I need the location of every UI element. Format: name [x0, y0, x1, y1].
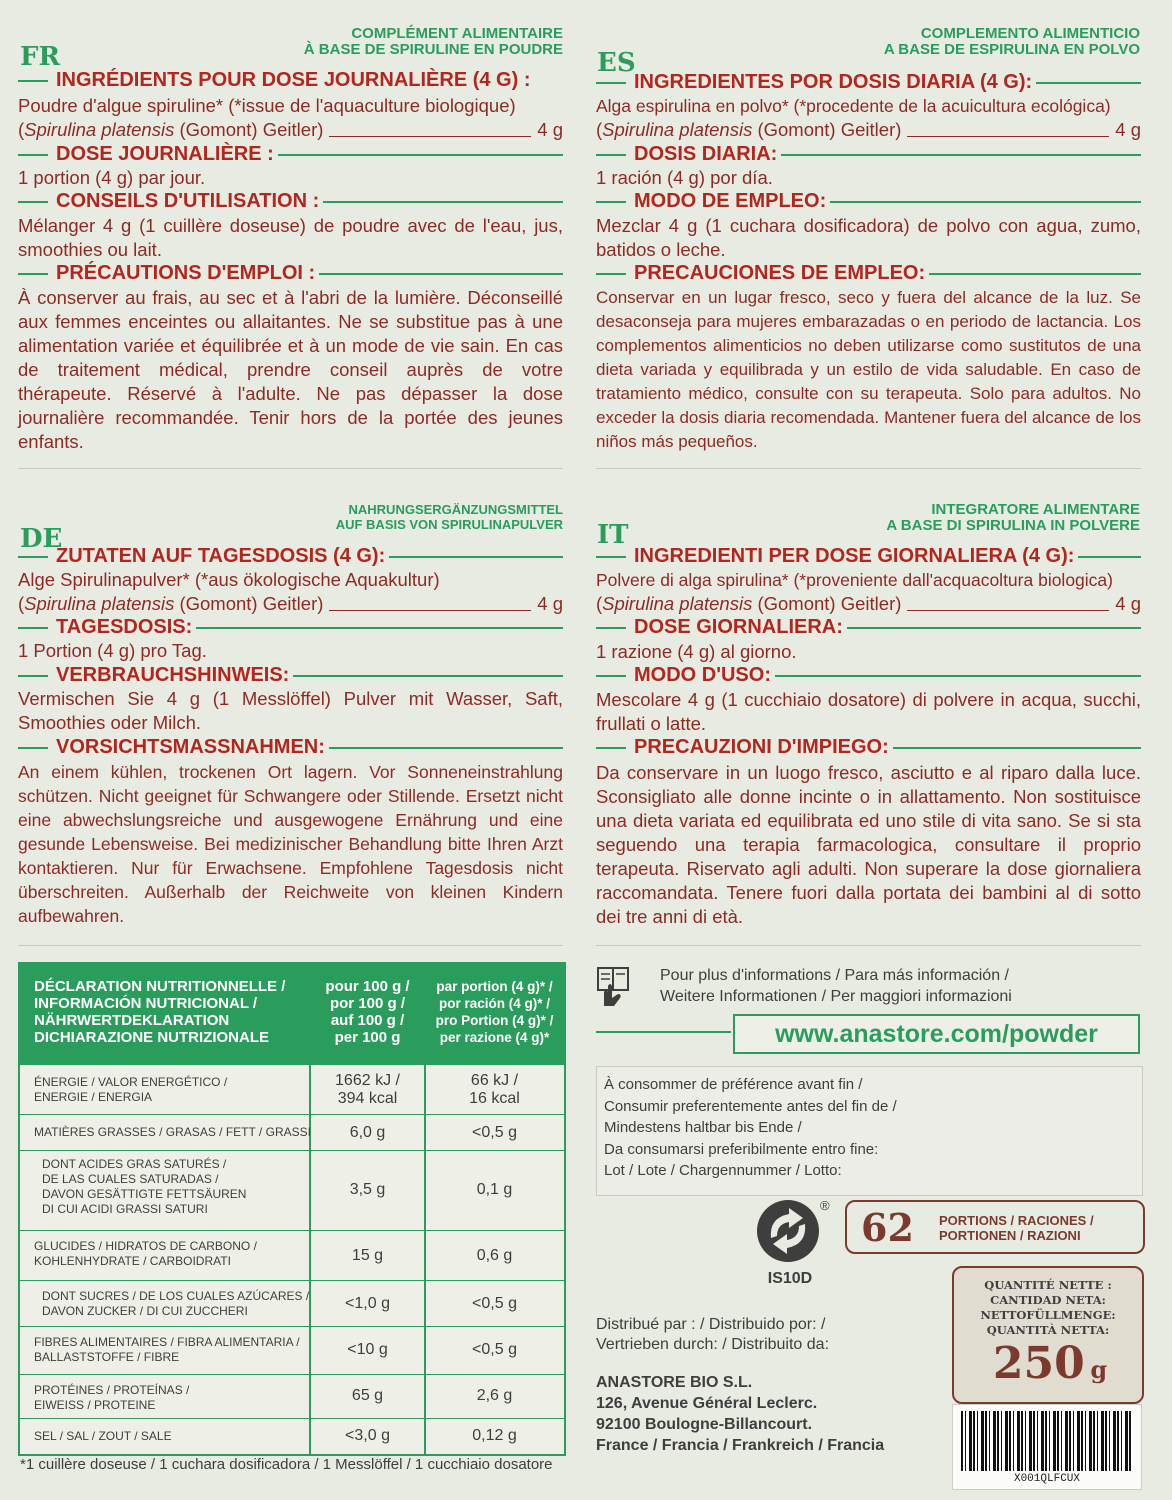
- distributor-label-line: Distribué par : / Distribuido por: /: [596, 1316, 826, 1333]
- nutrition-value-per100: 1662 kJ /: [335, 1072, 400, 1089]
- nutrition-value-perportion: 0,6 g: [476, 1247, 513, 1264]
- nutrition-table: [18, 962, 566, 1456]
- nutrition-header-label-line: DICHIARAZIONE NUTRIZIONALE: [34, 1029, 269, 1046]
- fr-lang-code: FR: [20, 42, 61, 72]
- nutrition-value-perportion: 66 kJ /: [470, 1072, 519, 1089]
- it-ingredients-title: INGREDIENTI PER DOSE GIORNALIERA (4 G):: [634, 545, 1075, 567]
- nutrition-value-per100: 3,5 g: [349, 1181, 386, 1198]
- divider-es: [596, 468, 1141, 469]
- nutrition-header-perportion-line: por ración (4 g)* /: [438, 996, 550, 1011]
- it-ingredients-line: Polvere di alga spirulina* (*proveniente dall'acquacoltura biologica): [596, 570, 1113, 590]
- nutrition-header-perportion-line: par portion (4 g)* /: [436, 979, 553, 994]
- portions-box: [845, 1200, 1145, 1254]
- fr-dose-text: 1 portion (4 g) par jour.: [18, 167, 206, 188]
- distributor-city: 92100 Boulogne-Billancourt.: [596, 1416, 813, 1433]
- nutrition-row-label: BALLASTSTOFFE / FIBRE: [34, 1350, 180, 1364]
- fr-precautions-title: PRÉCAUTIONS D'EMPLOI :: [56, 262, 316, 284]
- distributor-address: [596, 1372, 946, 1456]
- it-product-type: [780, 502, 1140, 534]
- more-info-line1: Pour plus d'informations / Para más información /: [660, 967, 1009, 984]
- es-ingredients-title: INGREDIENTES POR DOSIS DIARIA (4 G):: [634, 71, 1033, 93]
- es-dose-text: 1 ración (4 g) por día.: [596, 167, 773, 188]
- recycle-code: IS10D: [767, 1270, 813, 1287]
- barcode-text: X001QLFCUX: [1013, 1473, 1080, 1485]
- fr-product-type: [250, 26, 563, 58]
- fr-dose-heading: [18, 143, 563, 166]
- nutrition-value-perportion: <0,5 g: [472, 1124, 517, 1141]
- portions-label: [939, 1213, 1094, 1243]
- best-before-line: Da consumarsi preferibilmente entro fine:: [604, 1140, 879, 1158]
- it-usage-title: MODO D'USO:: [634, 664, 771, 686]
- distributor-country: France / Francia / Frankreich / Francia: [596, 1437, 885, 1454]
- de-precautions-heading: [18, 736, 563, 759]
- nutrition-row-label: DE LAS CUALES SATURADAS /: [42, 1172, 219, 1186]
- nutrition-value-perportion: 0,1 g: [476, 1181, 513, 1198]
- nutrition-row-saturates: [20, 1150, 564, 1231]
- es-precautions-title: PRECAUCIONES DE EMPLEO:: [634, 262, 926, 284]
- es-species-author: (Gomont) Geitler): [752, 119, 902, 140]
- nutrition-value-perportion: 0,12 g: [472, 1427, 517, 1444]
- fr-ingredient-quantity: 4 g: [537, 119, 563, 140]
- fr-usage-heading: [18, 190, 563, 213]
- barcode-sticker: [952, 1404, 1142, 1490]
- it-ingredients-heading: [596, 545, 1141, 568]
- nutrition-row-label: PROTÉINES / PROTEÍNAS /: [34, 1383, 190, 1397]
- distributor-label-line: Vertrieben durch: / Distribuito da:: [596, 1336, 830, 1353]
- net-quantity-box: [952, 1266, 1144, 1404]
- it-ingredient-quantity: 4 g: [1115, 593, 1141, 614]
- nutrition-row-label: DI CUI ACIDI GRASSI SATURI: [42, 1202, 208, 1216]
- it-dose-title: DOSE GIORNALIERA:: [634, 616, 843, 638]
- nutrition-value-perportion: <0,5 g: [472, 1341, 517, 1358]
- de-lang-code: DE: [20, 524, 63, 554]
- nutrition-table-header: [20, 964, 564, 1064]
- barcode-bars: [961, 1411, 1133, 1471]
- portions-count: 62: [861, 1205, 914, 1250]
- es-ingredients-line: Alga espirulina en polvo* (*procedente de la acuicultura ecológica): [596, 96, 1111, 116]
- divider-it: [596, 945, 1141, 946]
- es-ingredients-species: (Spirulina platensis (Gomont) Geitler) 4 g: [596, 119, 1141, 140]
- website-leader-line: [596, 1031, 731, 1033]
- fr-species-author: (Gomont) Geitler): [174, 119, 324, 140]
- nutrition-value-per100: <1,0 g: [345, 1295, 390, 1312]
- best-before-line: Mindestens haltbar bis Ende /: [604, 1119, 802, 1136]
- nutrition-header-per100-line: auf 100 g /: [330, 1012, 405, 1029]
- nutrition-value-per100: <10 g: [347, 1341, 388, 1358]
- website-link[interactable]: www.anastore.com/powder: [733, 1014, 1140, 1054]
- fr-ingredients-line: Poudre d'algue spiruline* (*issue de l'aquaculture biologique): [18, 95, 516, 116]
- es-precautions-heading: [596, 262, 1141, 285]
- es-ingredients-heading: [596, 71, 1141, 94]
- de-dose-title: TAGESDOSIS:: [56, 616, 193, 638]
- more-info-text: [660, 965, 1140, 1007]
- best-before-line: Consumir preferentemente antes del fin de /: [604, 1097, 897, 1115]
- de-header-line2: AUF BASIS VON SPIRULINAPULVER: [335, 517, 563, 532]
- nutrition-value-per100: 394 kcal: [337, 1090, 398, 1107]
- it-usage-heading: [596, 664, 1141, 687]
- info-leaflet-icon: [596, 964, 640, 1008]
- it-species-author: (Gomont) Geitler): [752, 593, 902, 614]
- fr-precautions-heading: [18, 262, 563, 285]
- net-quantity-label-line: CANTIDAD NETA:: [990, 1293, 1106, 1307]
- it-dose-heading: [596, 616, 1141, 639]
- nutrition-header-label: [34, 978, 304, 1046]
- it-header-line2: A BASE DI SPIRULINA IN POLVERE: [886, 517, 1140, 534]
- it-dose-text: 1 razione (4 g) al giorno.: [596, 641, 797, 662]
- es-ingredient-quantity: 4 g: [1115, 119, 1141, 140]
- nutrition-value-per100: 6,0 g: [349, 1124, 386, 1141]
- more-info-line2: Weitere Informationen / Per maggiori informazioni: [660, 988, 1012, 1005]
- de-species-author: (Gomont) Geitler): [174, 593, 324, 614]
- nutrition-row-sugars: [20, 1280, 564, 1327]
- de-ingredients-heading: [18, 545, 563, 568]
- es-header-line2: A BASE DE ESPIRULINA EN POLVO: [883, 41, 1140, 58]
- nutrition-row-fat: [20, 1114, 564, 1151]
- nutrition-header-per100-line: pour 100 g /: [325, 978, 410, 995]
- nutrition-row-energy: [20, 1064, 564, 1115]
- distributor-label: [596, 1315, 936, 1355]
- es-dose-heading: [596, 143, 1141, 166]
- fr-ingredients-heading: [18, 69, 563, 92]
- it-precautions-heading: [596, 736, 1141, 759]
- distributor-street: 126, Avenue Général Leclerc.: [596, 1395, 818, 1412]
- es-usage-heading: [596, 190, 1141, 213]
- portions-label-line: PORTIONS / RACIONES /: [939, 1213, 1094, 1228]
- de-species-name: Spirulina platensis: [24, 593, 175, 614]
- fr-dose-title: DOSE JOURNALIÈRE :: [56, 143, 274, 165]
- es-header-line1: COMPLEMENTO ALIMENTICIO: [920, 25, 1140, 42]
- fr-ingredients-species: (Spirulina platensis (Gomont) Geitler) 4 g: [18, 119, 563, 140]
- de-precautions-text: An einem kühlen, trockenen Ort lagern. Vor Sonneneinstrahlung schützen. Nicht geeignet für Schwangere oder Stillende. Ersetzt nicht eine abwechslungsreiche und ausgewogene Ernährung und eine gesunde Lebensweise. Bei medizinischer Behandlung bitte Ihren Arzt kontaktieren. Nur für Erwachsene. Empfohlene Tagesdosis nicht überschreiten. Außerhalb der Reichweite von kleinen Kindern aufbewahren.: [18, 762, 563, 926]
- it-precautions-text: Da conservare in un luogo fresco, asciutto e al riparo dalla luce. Sconsigliato alle donne incinte o in allattamento. Non sostituisce una dieta variata ed equilibrata ed uno stile di vita sano. Se si sta seguendo una terapia farmacologica, consultare il proprio terapeuta. Riservato agli adulti. Non superare la dose giornaliera raccomandata. Tenere fuori dalla portata dei bambini al di sotto dei tre anni di età.: [596, 762, 1141, 927]
- nutrition-row-label: GLUCIDES / HIDRATOS DE CARBONO /: [34, 1239, 257, 1253]
- it-ingredients-species: (Spirulina platensis (Gomont) Geitler) 4 g: [596, 593, 1141, 614]
- nutrition-row-label: DAVON GESÄTTIGTE FETTSÄUREN: [42, 1187, 247, 1201]
- de-dose-text: 1 Portion (4 g) pro Tag.: [18, 640, 207, 661]
- nutrition-footnote: *1 cuillère doseuse / 1 cuchara dosificadora / 1 Messlöffel / 1 cucchiaio dosatore: [20, 1456, 553, 1473]
- fr-header-line1: COMPLÉMENT ALIMENTAIRE: [351, 25, 563, 42]
- nutrition-row-label: FIBRES ALIMENTAIRES / FIBRA ALIMENTARIA /: [34, 1335, 300, 1349]
- it-species-name: Spirulina platensis: [602, 593, 753, 614]
- nutrition-header-per100-line: por 100 g /: [329, 995, 406, 1012]
- es-species-name: Spirulina platensis: [602, 119, 753, 140]
- nutrition-header-perportion: [425, 978, 564, 1046]
- fr-usage-text: Mélanger 4 g (1 cuillère doseuse) de poudre avec de l'eau, jus, smoothies ou lait.: [18, 215, 563, 260]
- nutrition-header-perportion-line: pro Portion (4 g)* /: [435, 1013, 554, 1028]
- net-quantity-label: [954, 1278, 1142, 1338]
- best-before-box: [596, 1066, 1143, 1196]
- nutrition-row-label: DONT ACIDES GRAS SATURÉS /: [42, 1157, 227, 1171]
- nutrition-value-per100: 15 g: [351, 1247, 384, 1264]
- net-quantity-value: [962, 1338, 1138, 1389]
- nutrition-header-per100: [310, 978, 425, 1046]
- nutrition-row-label: SEL / SAL / ZOUT / SALE: [34, 1429, 172, 1443]
- it-lang-code: IT: [597, 520, 629, 550]
- fr-ingredients-title: INGRÉDIENTS POUR DOSE JOURNALIÈRE (4 G) :: [56, 69, 531, 91]
- best-before-line: À consommer de préférence avant fin /: [604, 1076, 863, 1093]
- es-precautions-text: Conservar en un lugar fresco, seco y fuera del alcance de la luz. Se desaconseja para mujeres embarazadas o en periodo de lactancia. Los complementos alimenticios no deben utilizarse como sustitutos de una dieta variada y equilibrada y un estilo de vida saludable. En caso de tratamiento médico, consulte con su terapeuta. Solo para adultos. No exceder la dosis diaria recomendada. Mantener fuera del alcance de los niños más pequeños.: [596, 288, 1141, 451]
- nutrition-header-label-line: NÄHRWERTDEKLARATION: [34, 1012, 230, 1029]
- it-header-line1: INTEGRATORE ALIMENTARE: [931, 501, 1140, 518]
- fr-usage-title: CONSEILS D'UTILISATION :: [56, 190, 320, 212]
- portions-label-line: PORTIONEN / RAZIONI: [939, 1228, 1081, 1243]
- net-quantity-label-line: QUANTITÉ NETTE :: [984, 1278, 1112, 1292]
- nutrition-value-per100: <3,0 g: [345, 1427, 390, 1444]
- registered-mark: ®: [820, 1198, 830, 1213]
- nutrition-header-perportion-line: per razione (4 g)*: [439, 1030, 550, 1045]
- es-usage-text: Mezclar 4 g (1 cuchara dosificadora) de polvo con agua, zumo, batidos o leche.: [596, 215, 1141, 260]
- nutrition-row-label: ENERGIE / ENERGIA: [34, 1090, 153, 1104]
- nutrition-value-perportion: 2,6 g: [476, 1387, 513, 1404]
- nutrition-value-perportion: <0,5 g: [472, 1295, 517, 1312]
- de-ingredients-species: (Spirulina platensis (Gomont) Geitler) 4 g: [18, 593, 563, 614]
- nutrition-row-label: EIWEISS / PROTEINE: [34, 1398, 156, 1412]
- it-usage-text: Mescolare 4 g (1 cucchiaio dosatore) di polvere in acqua, succhi, frullati o latte.: [596, 689, 1141, 734]
- nutrition-header-label-line: INFORMACIÓN NUTRICIONAL /: [34, 995, 258, 1012]
- de-precautions-title: VORSICHTSMASSNAHMEN:: [56, 736, 325, 758]
- es-dose-title: DOSIS DIARIA:: [634, 143, 778, 165]
- de-dose-heading: [18, 616, 563, 639]
- net-quantity-number: 250: [992, 1338, 1085, 1389]
- net-quantity-label-line: NETTOFÜLLMENGE:: [980, 1308, 1116, 1322]
- nutrition-row-salt: [20, 1418, 564, 1453]
- nutrition-value-per100: 65 g: [351, 1387, 384, 1404]
- fr-species-name: Spirulina platensis: [24, 119, 175, 140]
- divider-de: [18, 945, 563, 946]
- net-quantity-unit: g: [1090, 1355, 1108, 1384]
- nutrition-value-perportion: 16 kcal: [469, 1090, 520, 1107]
- nutrition-row-label: DAVON ZUCKER / DI CUI ZUCCHERI: [42, 1304, 248, 1318]
- de-ingredients-line: Alge Spirulinapulver* (*aus ökologische Aquakultur): [18, 569, 440, 590]
- lot-line: Lot / Lote / Chargennummer / Lotto:: [604, 1162, 842, 1179]
- nutrition-row-fibre: [20, 1326, 564, 1375]
- de-ingredient-quantity: 4 g: [537, 593, 563, 614]
- nutrition-row-label: KOHLENHYDRATE / CARBOIDRATI: [34, 1254, 231, 1268]
- net-quantity-label-line: QUANTITÀ NETTA:: [986, 1323, 1110, 1337]
- nutrition-row-label: DONT SUCRES / DE LOS CUALES AZÚCARES /: [42, 1289, 310, 1303]
- nutrition-row-protein: [20, 1374, 564, 1419]
- de-usage-title: VERBRAUCHSHINWEIS:: [56, 664, 290, 686]
- de-header-line1: NAHRUNGSERGÄNZUNGSMITTEL: [348, 502, 563, 517]
- divider-fr: [18, 468, 563, 469]
- es-lang-code: ES: [597, 48, 636, 78]
- nutrition-row-label: MATIÈRES GRASSES / GRASAS / FETT / GRASSI: [34, 1125, 311, 1139]
- de-usage-text: Vermischen Sie 4 g (1 Messlöffel) Pulver mit Wasser, Saft, Smoothies oder Milch.: [18, 688, 563, 733]
- fr-precautions-text: À conserver au frais, au sec et à l'abri de la lumière. Déconseillé aux femmes enceintes ou allaitantes. Ne se substitue pas à une alimentation variée et équilibrée et à un mode de vie sain. En cas de traitement médical, prendre conseil auprès de votre thérapeute. Réservé à l'adulte. Ne pas dépasser la dose journalière recommandée. Tenir hors de la portée des jeunes enfants.: [18, 287, 563, 452]
- nutrition-header-per100-line: per 100 g: [334, 1029, 401, 1046]
- nutrition-row-carbohydrate: [20, 1230, 564, 1281]
- recycle-icon: [755, 1198, 825, 1268]
- distributor-name: ANASTORE BIO S.L.: [596, 1374, 753, 1391]
- nutrition-header-label-line: DÉCLARATION NUTRITIONNELLE /: [34, 978, 286, 995]
- it-precautions-title: PRECAUZIONI D'IMPIEGO:: [634, 736, 889, 758]
- de-usage-heading: [18, 664, 563, 687]
- de-product-type: [200, 502, 563, 532]
- es-usage-title: MODO DE EMPLEO:: [634, 190, 827, 212]
- es-product-type: [780, 26, 1140, 58]
- fr-header-line2: À BASE DE SPIRULINE EN POUDRE: [303, 41, 563, 58]
- nutrition-row-label: ÉNERGIE / VALOR ENERGÉTICO /: [34, 1075, 228, 1089]
- de-ingredients-title: ZUTATEN AUF TAGESDOSIS (4 G):: [56, 545, 386, 567]
